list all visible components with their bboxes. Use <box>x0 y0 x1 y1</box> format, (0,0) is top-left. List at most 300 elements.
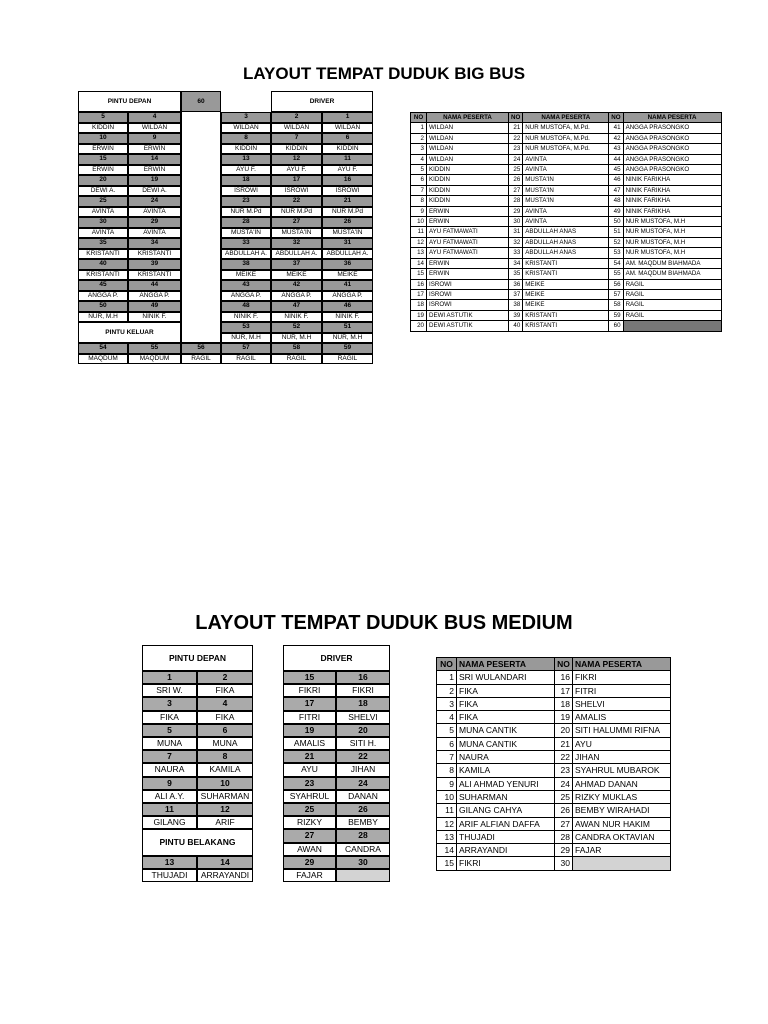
table-row <box>411 248 722 258</box>
seat-number: 11 <box>142 803 197 816</box>
roster-number: 3 <box>411 144 427 154</box>
roster-name: ISROWI <box>427 289 509 299</box>
seat-number: 8 <box>197 750 253 763</box>
seat-passenger: MUSTA'IN <box>322 228 373 239</box>
roster-number: 9 <box>437 777 457 790</box>
seat-passenger: NUR, M.H <box>322 333 373 344</box>
seat-number: 12 <box>197 803 253 816</box>
seat-passenger: ABDULLAH A. <box>322 249 373 260</box>
table-row <box>437 697 671 710</box>
seat-passenger: NINIK F. <box>271 312 322 323</box>
roster-number: 27 <box>509 185 523 195</box>
seat-passenger: JIHAN <box>336 763 390 776</box>
roster-name: KRISTANTI <box>523 258 609 268</box>
roster-name: NINIK FARIKHA <box>623 175 721 185</box>
roster-number: 29 <box>509 206 523 216</box>
seat-number: 10 <box>197 777 253 790</box>
seat-passenger: CANDRA <box>336 843 390 856</box>
seat-passenger: AVINTA <box>78 207 128 218</box>
roster-number: 18 <box>555 697 573 710</box>
seat-number: 1 <box>322 112 373 123</box>
roster-name: KAMILA <box>457 764 555 777</box>
seat-number: 6 <box>322 133 373 144</box>
table-row <box>437 830 671 843</box>
roster-name: ABDULLAH ANAS <box>523 237 609 247</box>
seat-passenger <box>336 869 390 882</box>
seat-passenger: WILDAN <box>271 123 322 134</box>
seat-passenger: ALI A.Y. <box>142 790 197 803</box>
roster-number: 6 <box>411 175 427 185</box>
seat-number: 30 <box>78 217 128 228</box>
table-row <box>437 777 671 790</box>
table-row <box>437 804 671 817</box>
seat-number: 13 <box>142 856 197 869</box>
roster-number: 10 <box>437 790 457 803</box>
roster-name: MEIKE <box>523 279 609 289</box>
seat-passenger: AYU F. <box>221 165 271 176</box>
roster-name: RAGIL <box>623 279 721 289</box>
roster-number: 1 <box>437 671 457 684</box>
seat-passenger: RIZKY <box>283 816 336 829</box>
table-row <box>411 279 722 289</box>
roster-name: AYU FATMAWATI <box>427 237 509 247</box>
seat-number: 34 <box>128 238 181 249</box>
seat-number: 10 <box>78 133 128 144</box>
roster-name: NUR MUSTOFA, M.H <box>623 248 721 258</box>
roster-number: 17 <box>411 289 427 299</box>
roster-number: 31 <box>509 227 523 237</box>
roster-number: 56 <box>609 279 623 289</box>
table-row <box>411 175 722 185</box>
medium-bus-title: LAYOUT TEMPAT DUDUK BUS MEDIUM <box>195 612 573 634</box>
roster-number: 19 <box>411 310 427 320</box>
roster-name: FITRI <box>573 684 671 697</box>
seat-number: 23 <box>283 777 336 790</box>
seat-number: 16 <box>322 175 373 186</box>
seat-passenger: ANGGA P. <box>128 291 181 302</box>
seat-passenger: ARRAYANDI <box>197 869 253 882</box>
seat-passenger: ERWIN <box>78 144 128 155</box>
roster-name: RIZKY MUKLAS <box>573 790 671 803</box>
seat-passenger: AVINTA <box>78 228 128 239</box>
seat-number: 59 <box>322 343 373 354</box>
roster-name: ISROWI <box>427 279 509 289</box>
seat-number: 27 <box>283 829 336 842</box>
pintu-keluar-label: PINTU KELUAR <box>78 322 181 343</box>
roster-name: MUSTA'IN <box>523 196 609 206</box>
roster-name: GILANG CAHYA <box>457 804 555 817</box>
roster-number: 27 <box>555 817 573 830</box>
seat-passenger: MAQDUM <box>128 354 181 365</box>
seat-passenger: RAGIL <box>271 354 322 365</box>
seat-passenger: DANAN <box>336 790 390 803</box>
seat-passenger: AVINTA <box>128 228 181 239</box>
roster-name: WILDAN <box>427 133 509 143</box>
seat-number: 16 <box>336 671 390 684</box>
seat-passenger: SRI W. <box>142 684 197 697</box>
seat-number: 6 <box>197 724 253 737</box>
seat-passenger: FIKRI <box>283 684 336 697</box>
roster-name: SYAHRUL MUBAROK <box>573 764 671 777</box>
pintu-depan-number: 60 <box>181 91 221 112</box>
seat-number: 24 <box>128 196 181 207</box>
roster-number: 35 <box>509 269 523 279</box>
seat-number: 26 <box>322 217 373 228</box>
roster-name: ALI AHMAD YENURI <box>457 777 555 790</box>
seat-number: 39 <box>128 259 181 270</box>
seat-passenger: FIKA <box>197 684 253 697</box>
seat-passenger: MAQDUM <box>78 354 128 365</box>
seat-passenger: MEIKE <box>271 270 322 281</box>
roster-number: 15 <box>411 269 427 279</box>
seat-passenger: DEWI A. <box>78 186 128 197</box>
seat-number: 54 <box>78 343 128 354</box>
seat-number: 43 <box>221 280 271 291</box>
roster-number: 15 <box>437 857 457 870</box>
table-row <box>411 237 722 247</box>
seat-number: 2 <box>271 112 322 123</box>
big-bus-title: LAYOUT TEMPAT DUDUK BIG BUS <box>242 64 526 83</box>
seat-number: 5 <box>142 724 197 737</box>
roster-number: 28 <box>555 830 573 843</box>
roster-number: 10 <box>411 217 427 227</box>
roster-header: NO <box>411 113 427 123</box>
table-row <box>411 217 722 227</box>
seat-number: 55 <box>128 343 181 354</box>
roster-number: 32 <box>509 237 523 247</box>
roster-number: 44 <box>609 154 623 164</box>
seat-passenger: AMALIS <box>283 737 336 750</box>
seat-passenger: ANGGA P. <box>322 291 373 302</box>
roster-number: 43 <box>609 144 623 154</box>
seat-passenger: NUR, M.H <box>221 333 271 344</box>
roster-number: 7 <box>437 751 457 764</box>
roster-number: 16 <box>411 279 427 289</box>
seat-number: 7 <box>271 133 322 144</box>
roster-number: 34 <box>509 258 523 268</box>
seat-passenger: ERWIN <box>78 165 128 176</box>
seat-passenger: RAGIL <box>181 354 221 365</box>
roster-name: ANGGA PRASONGKO <box>623 123 721 133</box>
roster-name: ERWIN <box>427 217 509 227</box>
roster-number: 28 <box>509 196 523 206</box>
seat-passenger: FAJAR <box>283 869 336 882</box>
roster-name: AYU FATMAWATI <box>427 227 509 237</box>
roster-number: 25 <box>509 165 523 175</box>
seat-passenger: SUHARMAN <box>197 790 253 803</box>
table-row <box>437 737 671 750</box>
seat-passenger: KRISTANTI <box>128 270 181 281</box>
roster-name: FIKA <box>457 697 555 710</box>
roster-number: 18 <box>411 300 427 310</box>
roster-number: 37 <box>509 289 523 299</box>
roster-name: NINIK FARIKHA <box>623 206 721 216</box>
seat-passenger: ISROWI <box>322 186 373 197</box>
roster-name: AVINTA <box>523 206 609 216</box>
table-row <box>411 269 722 279</box>
roster-number: 5 <box>437 724 457 737</box>
roster-number: 21 <box>509 123 523 133</box>
seat-number: 5 <box>78 112 128 123</box>
seat-passenger: KAMILA <box>197 763 253 776</box>
seat-passenger: MEIKE <box>221 270 271 281</box>
seat-number: 23 <box>221 196 271 207</box>
table-row <box>411 123 722 133</box>
table-row <box>411 300 722 310</box>
roster-name: AMALIS <box>573 711 671 724</box>
roster-number: 49 <box>609 206 623 216</box>
seat-number: 21 <box>322 196 373 207</box>
roster-number: 46 <box>609 175 623 185</box>
roster-name: WILDAN <box>427 154 509 164</box>
seat-passenger: FIKA <box>197 711 253 724</box>
seat-number: 30 <box>336 856 390 869</box>
table-row <box>411 258 722 268</box>
roster-number: 54 <box>609 258 623 268</box>
seat-number: 8 <box>221 133 271 144</box>
roster-name: AVINTA <box>523 165 609 175</box>
seat-number: 49 <box>128 301 181 312</box>
table-row <box>411 321 722 331</box>
seat-passenger: SITI H. <box>336 737 390 750</box>
roster-name: FIKRI <box>457 857 555 870</box>
seat-number: 28 <box>336 829 390 842</box>
roster-number: 13 <box>411 248 427 258</box>
table-row <box>411 165 722 175</box>
seat-number: 56 <box>181 343 221 354</box>
seat-passenger: KRISTANTI <box>78 249 128 260</box>
seat-number: 44 <box>128 280 181 291</box>
seat-number: 52 <box>271 322 322 333</box>
roster-number: 29 <box>555 844 573 857</box>
seat-passenger: NINIK F. <box>128 312 181 323</box>
seat-number: 14 <box>197 856 253 869</box>
roster-name: NUR MUSTOFA, M.Pd. <box>523 133 609 143</box>
roster-header: NAMA PESERTA <box>523 113 609 123</box>
seat-passenger: AYU F. <box>322 165 373 176</box>
roster-number: 52 <box>609 237 623 247</box>
seat-passenger: ABDULLAH A. <box>221 249 271 260</box>
roster-number: 38 <box>509 300 523 310</box>
seat-number: 2 <box>197 671 253 684</box>
roster-number: 1 <box>411 123 427 133</box>
table-row <box>437 684 671 697</box>
seat-number: 19 <box>128 175 181 186</box>
roster-number: 24 <box>509 154 523 164</box>
roster-number: 30 <box>555 857 573 870</box>
seat-number: 7 <box>142 750 197 763</box>
roster-number: 12 <box>437 817 457 830</box>
roster-name: ANGGA PRASONGKO <box>623 133 721 143</box>
roster-number: 36 <box>509 279 523 289</box>
seat-number: 24 <box>336 777 390 790</box>
roster-name: KIDDIN <box>427 196 509 206</box>
seat-number: 15 <box>78 154 128 165</box>
roster-header: NAMA PESERTA <box>457 658 555 671</box>
table-row <box>411 310 722 320</box>
roster-number: 14 <box>437 844 457 857</box>
roster-number: 55 <box>609 269 623 279</box>
roster-name: ANGGA PRASONGKO <box>623 144 721 154</box>
seat-number: 13 <box>221 154 271 165</box>
roster-name: BEMBY WIRAHADI <box>573 804 671 817</box>
roster-header: NO <box>437 658 457 671</box>
roster-name: THUJADI <box>457 830 555 843</box>
seat-passenger: SYAHRUL <box>283 790 336 803</box>
roster-name: MUSTA'IN <box>523 185 609 195</box>
seat-passenger: AYU F. <box>271 165 322 176</box>
roster-name: JIHAN <box>573 751 671 764</box>
roster-name: FIKA <box>457 684 555 697</box>
seat-passenger: NUR M.Pd <box>322 207 373 218</box>
seat-number: 17 <box>283 697 336 710</box>
roster-name: AYU FATMAWATI <box>427 248 509 258</box>
seat-number: 4 <box>197 697 253 710</box>
roster-name: WILDAN <box>427 123 509 133</box>
roster-number: 40 <box>509 321 523 331</box>
roster-name: RAGIL <box>623 300 721 310</box>
seat-number: 20 <box>78 175 128 186</box>
seat-passenger: AYU <box>283 763 336 776</box>
seat-number: 29 <box>283 856 336 869</box>
seat-number: 27 <box>271 217 322 228</box>
seat-number: 57 <box>221 343 271 354</box>
roster-number: 21 <box>555 737 573 750</box>
seat-number: 18 <box>336 697 390 710</box>
roster-number: 22 <box>509 133 523 143</box>
seat-number: 46 <box>322 301 373 312</box>
medium-bus-roster-table <box>436 657 671 871</box>
seat-number: 53 <box>221 322 271 333</box>
roster-name: KIDDIN <box>427 185 509 195</box>
roster-number: 53 <box>609 248 623 258</box>
seat-number: 41 <box>322 280 373 291</box>
seat-passenger: NUR M.Pd <box>271 207 322 218</box>
roster-name: NUR MUSTOFA, M.Pd. <box>523 123 609 133</box>
seat-number: 40 <box>78 259 128 270</box>
roster-name: MUNA CANTIK <box>457 737 555 750</box>
seat-number: 19 <box>283 724 336 737</box>
roster-name: MEIKE <box>523 300 609 310</box>
seat-number: 11 <box>322 154 373 165</box>
roster-number: 24 <box>555 777 573 790</box>
seat-number: 26 <box>336 803 390 816</box>
seat-passenger: NAURA <box>142 763 197 776</box>
roster-name: KRISTANTI <box>523 310 609 320</box>
roster-name: ERWIN <box>427 206 509 216</box>
roster-name: KRISTANTI <box>523 321 609 331</box>
seat-number: 32 <box>271 238 322 249</box>
seat-number: 31 <box>322 238 373 249</box>
roster-name: ERWIN <box>427 269 509 279</box>
seat-number: 38 <box>221 259 271 270</box>
roster-number: 26 <box>555 804 573 817</box>
roster-name: FIKA <box>457 711 555 724</box>
roster-name: NINIK FARIKHA <box>623 185 721 195</box>
seat-passenger: NINIK F. <box>221 312 271 323</box>
roster-number: 8 <box>411 196 427 206</box>
seat-number: 47 <box>271 301 322 312</box>
roster-name: ERWIN <box>427 258 509 268</box>
table-row <box>411 227 722 237</box>
seat-number: 17 <box>271 175 322 186</box>
driver-label: DRIVER <box>283 645 390 671</box>
roster-header: NAMA PESERTA <box>427 113 509 123</box>
seat-passenger: NUR M.Pd <box>221 207 271 218</box>
roster-name: ARRAYANDI <box>457 844 555 857</box>
roster-number: 16 <box>555 671 573 684</box>
table-row <box>411 185 722 195</box>
roster-name: MUSTA'IN <box>523 175 609 185</box>
seat-number: 22 <box>271 196 322 207</box>
seat-number: 50 <box>78 301 128 312</box>
table-row <box>437 724 671 737</box>
roster-name: AM. MAQDUM BIAHMADA <box>623 269 721 279</box>
roster-number: 22 <box>555 751 573 764</box>
seat-passenger: MEIKE <box>322 270 373 281</box>
seat-passenger: FIKA <box>142 711 197 724</box>
seat-number: 9 <box>128 133 181 144</box>
roster-name: SRI WULANDARI <box>457 671 555 684</box>
seat-number: 37 <box>271 259 322 270</box>
seat-number: 21 <box>283 750 336 763</box>
roster-name: MUNA CANTIK <box>457 724 555 737</box>
seat-passenger: ANGGA P. <box>78 291 128 302</box>
roster-name: SITI HALUMMI RIFNA <box>573 724 671 737</box>
roster-name: ANGGA PRASONGKO <box>623 165 721 175</box>
seat-passenger: RAGIL <box>322 354 373 365</box>
seat-passenger: WILDAN <box>128 123 181 134</box>
roster-name: SUHARMAN <box>457 790 555 803</box>
roster-name <box>623 321 721 331</box>
roster-number: 50 <box>609 217 623 227</box>
seat-number: 15 <box>283 671 336 684</box>
table-row <box>411 289 722 299</box>
seat-number: 29 <box>128 217 181 228</box>
seat-number: 33 <box>221 238 271 249</box>
roster-number: 23 <box>555 764 573 777</box>
seat-passenger: FIKRI <box>336 684 390 697</box>
roster-name: NUR MUSTOFA, M.H <box>623 237 721 247</box>
seat-number: 42 <box>271 280 322 291</box>
roster-name: ANGGA PRASONGKO <box>623 154 721 164</box>
table-row <box>411 154 722 164</box>
roster-header: NO <box>609 113 623 123</box>
roster-name: MEIKE <box>523 289 609 299</box>
roster-number: 23 <box>509 144 523 154</box>
seat-number: 3 <box>142 697 197 710</box>
roster-number: 12 <box>411 237 427 247</box>
seat-number: 25 <box>78 196 128 207</box>
seat-passenger: SHELVI <box>336 711 390 724</box>
roster-name: AYU <box>573 737 671 750</box>
seat-passenger: MUSTA'IN <box>221 228 271 239</box>
roster-name: AWAN NUR HAKIM <box>573 817 671 830</box>
roster-number: 9 <box>411 206 427 216</box>
roster-name: SHELVI <box>573 697 671 710</box>
roster-number: 2 <box>437 684 457 697</box>
roster-name: KIDDIN <box>427 165 509 175</box>
seat-passenger: ERWIN <box>128 165 181 176</box>
roster-name: DEWI ASTUTIK <box>427 321 509 331</box>
roster-number: 6 <box>437 737 457 750</box>
seat-passenger: ANGGA P. <box>271 291 322 302</box>
seat-number: 9 <box>142 777 197 790</box>
seat-number: 28 <box>221 217 271 228</box>
aisle <box>181 112 221 343</box>
seat-passenger: ANGGA P. <box>221 291 271 302</box>
seat-number: 35 <box>78 238 128 249</box>
